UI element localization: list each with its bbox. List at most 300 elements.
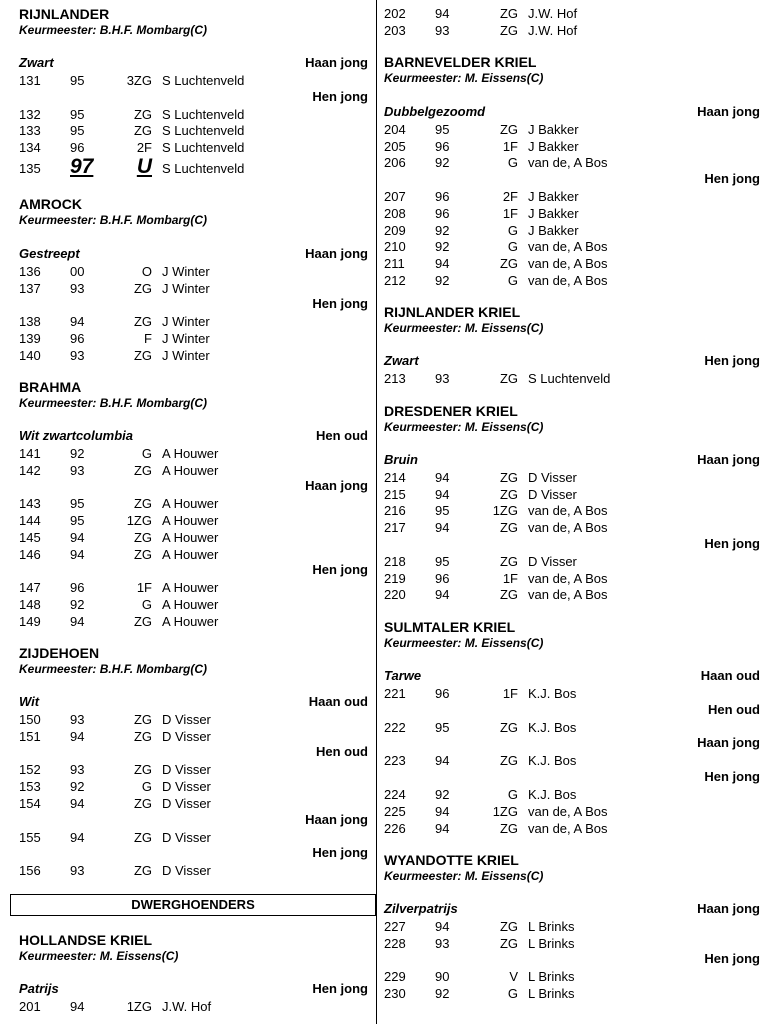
exhibitor-name: J Bakker [528, 122, 579, 137]
predicate-value: ZG [499, 255, 518, 271]
exhibitor-name: J Bakker [528, 138, 579, 154]
exhibitor-name: J.W. Hof [162, 999, 212, 1014]
entry-number: 151 [19, 728, 41, 744]
points-value: 92 [70, 779, 85, 795]
entry-number: 202 [384, 6, 406, 21]
points-value: 94 [70, 829, 85, 845]
predicate-value: G [507, 986, 518, 1002]
table-row [376, 255, 768, 272]
exhibitor-name: D Visser [162, 863, 211, 879]
entry-number: 218 [384, 553, 406, 569]
entry-number: 224 [384, 787, 406, 803]
entry-number: 227 [384, 919, 406, 934]
exhibitor-name: J Winter [162, 264, 210, 279]
points-value: 96 [435, 138, 450, 154]
predicate-value: G [141, 596, 152, 612]
judge-line: Keurmeester: B.H.F. Mombarg(C) [19, 23, 208, 37]
exhibitor-name: A Houwer [162, 546, 219, 562]
predicate-value: ZG [133, 546, 152, 562]
table-row [376, 22, 768, 39]
points-value: 93 [70, 280, 85, 296]
exhibitor-name: J Winter [162, 280, 210, 296]
class-label: Hen jong [704, 535, 760, 551]
exhibitor-name: J Bakker [528, 205, 579, 221]
exhibitor-name: D Visser [162, 728, 211, 744]
table-row [376, 752, 768, 769]
class-label: Hen jong [312, 845, 368, 861]
table-row [376, 205, 768, 222]
table-row [0, 495, 376, 512]
section-title: RIJNLANDER KRIEL [384, 304, 521, 320]
class-label: Hen oud [316, 744, 368, 760]
exhibitor-name: L Brinks [528, 969, 575, 985]
exhibitor-name: J Winter [162, 347, 210, 363]
entry-number: 211 [384, 255, 405, 271]
judge-line: Keurmeester: B.H.F. Mombarg(C) [19, 213, 208, 227]
points-value: 94 [70, 795, 85, 811]
points-value: 90 [435, 969, 450, 985]
entry-number: 228 [384, 935, 406, 951]
category-banner: DWERGHOENDERS [10, 894, 376, 916]
variety-label: Zilverpatrijs [384, 901, 458, 916]
entry-number: 156 [19, 863, 41, 879]
class-label: Haan jong [697, 735, 760, 751]
section-title: HOLLANDSE KRIEL [19, 932, 152, 948]
predicate-value: G [141, 446, 152, 461]
entry-number: 147 [19, 580, 41, 596]
entry-number: 212 [384, 272, 406, 288]
points-value: 92 [435, 986, 450, 1002]
entry-number: 131 [19, 73, 41, 88]
points-value: 95 [70, 106, 85, 122]
table-row [376, 222, 768, 239]
table-row [0, 462, 376, 479]
points-value: 94 [435, 919, 450, 934]
predicate-value: G [141, 779, 152, 795]
points-value: 96 [70, 580, 85, 596]
predicate-value: ZG [499, 935, 518, 951]
exhibitor-name: van de, A Bos [528, 520, 608, 536]
section-title: RIJNLANDER [19, 6, 110, 22]
predicate-value: V [509, 969, 518, 985]
section-title: SULMTALER KRIEL [384, 619, 516, 635]
class-label: Haan jong [697, 452, 760, 467]
predicate-value: ZG [133, 314, 152, 330]
entry-number: 149 [19, 613, 41, 629]
entry-number: 141 [19, 446, 41, 461]
judge-line: Keurmeester: B.H.F. Mombarg(C) [19, 396, 208, 410]
entry-number: 139 [19, 331, 41, 347]
table-row [0, 313, 376, 330]
points-value: 94 [70, 314, 85, 330]
exhibitor-name: D Visser [162, 762, 211, 778]
exhibitor-name: D Visser [162, 795, 211, 811]
variety-label: Dubbelgezoomd [384, 104, 486, 119]
exhibitor-name: van de, A Bos [528, 503, 608, 519]
points-value: 94 [435, 753, 450, 769]
table-row [376, 502, 768, 519]
class-label: Haan jong [305, 55, 368, 70]
exhibitor-name: A Houwer [162, 613, 219, 629]
entry-number: 209 [384, 222, 406, 238]
table-row [0, 998, 376, 1015]
points-value: 92 [435, 239, 450, 255]
predicate-value: ZG [499, 820, 518, 836]
exhibitor-name: D Visser [528, 553, 577, 569]
table-row [0, 529, 376, 546]
variety-label: Wit [19, 694, 40, 709]
section-title: DRESDENER KRIEL [384, 403, 518, 419]
exhibitor-name: A Houwer [162, 580, 219, 596]
exhibitor-name: D Visser [528, 470, 577, 485]
table-row [0, 263, 376, 280]
table-row [376, 138, 768, 155]
class-label: Haan jong [305, 478, 368, 494]
table-row [376, 968, 768, 985]
points-value: 94 [435, 820, 450, 836]
predicate-value: ZG [499, 470, 518, 485]
section-title: ZIJDEHOEN [19, 645, 100, 661]
table-row [376, 918, 768, 935]
entry-number: 222 [384, 719, 406, 735]
entry-number: 217 [384, 520, 406, 536]
table-row [376, 469, 768, 486]
entry-number: 155 [19, 829, 41, 845]
class-label: Hen jong [312, 88, 368, 104]
section-title: AMROCK [19, 196, 82, 212]
predicate-value: 1ZG [492, 803, 518, 819]
points-value: 93 [70, 462, 85, 478]
class-label: Hen jong [312, 562, 368, 578]
entry-number: 135 [19, 160, 41, 176]
exhibitor-name: A Houwer [162, 529, 219, 545]
entry-number: 201 [19, 999, 41, 1014]
class-label: Hen jong [704, 353, 760, 368]
exhibitor-name: L Brinks [528, 986, 575, 1002]
predicate-value: ZG [133, 496, 152, 512]
points-value: 92 [435, 272, 450, 288]
predicate-value: ZG [499, 553, 518, 569]
table-row [376, 803, 768, 820]
table-row [0, 795, 376, 812]
entry-number: 213 [384, 371, 406, 386]
points-value: 94 [435, 6, 450, 21]
exhibitor-name: J Bakker [528, 189, 579, 205]
table-row [0, 122, 376, 139]
table-row [0, 711, 376, 728]
class-label: Hen jong [704, 951, 760, 967]
entry-number: 154 [19, 795, 41, 811]
points-value: 96 [435, 189, 450, 205]
table-row [0, 862, 376, 879]
table-row [0, 445, 376, 462]
predicate-value: ZG [133, 829, 152, 845]
points-value: 96 [70, 140, 85, 156]
table-row [376, 121, 768, 138]
entry-number: 216 [384, 503, 406, 519]
entry-number: 220 [384, 587, 406, 603]
class-label: Haan oud [700, 668, 760, 683]
class-label: Hen oud [708, 701, 760, 717]
exhibitor-name: van de, A Bos [528, 587, 608, 603]
points-value: 97 [70, 154, 94, 178]
exhibitor-name: A Houwer [162, 496, 219, 512]
points-value: 95 [435, 553, 450, 569]
predicate-value: ZG [133, 347, 152, 363]
entry-number: 153 [19, 779, 41, 795]
predicate-value: 3ZG [126, 73, 152, 88]
predicate-value: 1ZG [126, 513, 152, 529]
points-value: 93 [70, 863, 85, 879]
table-row [376, 486, 768, 503]
exhibitor-name: S Luchtenveld [162, 73, 245, 88]
exhibitor-name: J.W. Hof [528, 6, 578, 21]
exhibitor-name: A Houwer [162, 513, 219, 529]
table-row [376, 5, 768, 22]
predicate-value: U [136, 154, 152, 178]
exhibitor-name: K.J. Bos [528, 753, 577, 769]
points-value: 94 [435, 520, 450, 536]
exhibitor-name: van de, A Bos [528, 239, 608, 255]
table-row [376, 719, 768, 736]
table-row [0, 347, 376, 364]
predicate-value: ZG [133, 462, 152, 478]
predicate-value: ZG [499, 6, 518, 21]
exhibitor-name: J Winter [162, 331, 210, 347]
predicate-value: 1F [502, 205, 518, 221]
predicate-value: 1F [502, 570, 518, 586]
exhibitor-name: van de, A Bos [528, 570, 608, 586]
predicate-value: ZG [133, 613, 152, 629]
exhibitor-name: D Visser [162, 779, 211, 795]
table-row [0, 330, 376, 347]
exhibitor-name: S Luchtenveld [162, 160, 245, 176]
predicate-value: ZG [499, 122, 518, 137]
judge-line: Keurmeester: B.H.F. Mombarg(C) [19, 662, 208, 676]
predicate-value: ZG [499, 919, 518, 934]
exhibitor-name: L Brinks [528, 919, 575, 934]
points-value: 94 [435, 486, 450, 502]
judge-line: Keurmeester: M. Eissens(C) [384, 71, 544, 85]
points-value: 94 [435, 587, 450, 603]
exhibitor-name: D Visser [162, 712, 211, 727]
entry-number: 215 [384, 486, 406, 502]
points-value: 96 [435, 686, 450, 701]
entry-number: 137 [19, 280, 41, 296]
entry-number: 140 [19, 347, 41, 363]
predicate-value: ZG [133, 863, 152, 879]
points-value: 92 [70, 446, 85, 461]
judge-line: Keurmeester: M. Eissens(C) [19, 949, 179, 963]
class-label: Haan jong [697, 901, 760, 916]
predicate-value: ZG [499, 719, 518, 735]
entry-number: 214 [384, 470, 406, 485]
exhibitor-name: L Brinks [528, 935, 575, 951]
entry-number: 150 [19, 712, 41, 727]
table-row [376, 935, 768, 952]
table-row [0, 596, 376, 613]
predicate-value: 1F [502, 138, 518, 154]
exhibitor-name: van de, A Bos [528, 272, 608, 288]
points-value: 92 [435, 155, 450, 171]
points-value: 94 [70, 999, 85, 1014]
variety-label: Zwart [19, 55, 54, 70]
predicate-value: ZG [499, 486, 518, 502]
predicate-value: ZG [133, 106, 152, 122]
class-label: Hen jong [312, 296, 368, 312]
points-value: 94 [70, 728, 85, 744]
points-value: 96 [435, 205, 450, 221]
table-row [376, 272, 768, 289]
points-value: 96 [435, 570, 450, 586]
table-row [376, 553, 768, 570]
table-row [376, 685, 768, 702]
points-value: 92 [70, 596, 85, 612]
points-value: 95 [70, 496, 85, 512]
predicate-value: 2F [502, 189, 518, 205]
predicate-value: ZG [499, 587, 518, 603]
entry-number: 210 [384, 239, 406, 255]
class-label: Haan jong [305, 811, 368, 827]
table-row [0, 154, 376, 178]
table-row [0, 139, 376, 156]
entry-number: 223 [384, 753, 406, 769]
points-value: 94 [435, 255, 450, 271]
table-row [376, 570, 768, 587]
entry-number: 144 [19, 513, 41, 529]
exhibitor-name: van de, A Bos [528, 820, 608, 836]
entry-number: 205 [384, 138, 406, 154]
table-row [0, 761, 376, 778]
predicate-value: ZG [133, 529, 152, 545]
predicate-value: ZG [499, 753, 518, 769]
table-row [376, 519, 768, 536]
variety-label: Patrijs [19, 981, 59, 996]
predicate-value: 1ZG [492, 503, 518, 519]
entry-number: 138 [19, 314, 41, 330]
table-row [376, 985, 768, 1002]
entry-number: 204 [384, 122, 406, 137]
points-value: 93 [435, 935, 450, 951]
table-row [376, 820, 768, 837]
points-value: 93 [435, 371, 450, 386]
entry-number: 226 [384, 820, 406, 836]
exhibitor-name: J.W. Hof [528, 22, 578, 38]
predicate-value: G [507, 222, 518, 238]
points-value: 95 [70, 123, 85, 139]
table-row [376, 786, 768, 803]
class-label: Haan jong [697, 104, 760, 119]
points-value: 92 [435, 222, 450, 238]
points-value: 94 [435, 803, 450, 819]
table-row [0, 778, 376, 795]
class-label: Haan jong [305, 246, 368, 261]
predicate-value: ZG [133, 762, 152, 778]
entry-number: 207 [384, 189, 406, 205]
exhibitor-name: S Luchtenveld [162, 106, 245, 122]
entry-number: 208 [384, 205, 406, 221]
entry-number: 142 [19, 462, 41, 478]
predicate-value: ZG [133, 795, 152, 811]
points-value: 95 [435, 503, 450, 519]
points-value: 93 [70, 762, 85, 778]
entry-number: 203 [384, 22, 406, 38]
table-row [0, 546, 376, 563]
exhibitor-name: D Visser [528, 486, 577, 502]
predicate-value: 1F [136, 580, 152, 596]
judge-line: Keurmeester: M. Eissens(C) [384, 321, 544, 335]
exhibitor-name: van de, A Bos [528, 803, 608, 819]
entry-number: 221 [384, 686, 406, 701]
exhibitor-name: J Winter [162, 314, 210, 330]
entry-number: 143 [19, 496, 41, 512]
predicate-value: 1ZG [126, 999, 152, 1014]
entry-number: 148 [19, 596, 41, 612]
predicate-value: G [507, 239, 518, 255]
predicate-value: ZG [499, 22, 518, 38]
entry-number: 229 [384, 969, 406, 985]
table-row [0, 579, 376, 596]
entry-number: 133 [19, 123, 41, 139]
points-value: 92 [435, 787, 450, 803]
points-value: 94 [70, 613, 85, 629]
entry-number: 206 [384, 155, 406, 171]
section-title: BRAHMA [19, 379, 82, 395]
exhibitor-name: A Houwer [162, 462, 219, 478]
points-value: 00 [70, 264, 85, 279]
exhibitor-name: A Houwer [162, 446, 219, 461]
variety-label: Tarwe [384, 668, 422, 683]
points-value: 94 [70, 529, 85, 545]
exhibitor-name: S Luchtenveld [162, 140, 245, 156]
class-label: Hen oud [316, 428, 368, 443]
section-title: BARNEVELDER KRIEL [384, 54, 537, 70]
predicate-value: ZG [133, 123, 152, 139]
class-label: Hen jong [312, 981, 368, 996]
points-value: 94 [70, 546, 85, 562]
predicate-value: O [141, 264, 152, 279]
points-value: 93 [70, 347, 85, 363]
points-value: 95 [70, 513, 85, 529]
table-row [0, 280, 376, 297]
table-row [0, 613, 376, 630]
exhibitor-name: S Luchtenveld [528, 371, 611, 386]
predicate-value: G [507, 787, 518, 803]
entry-number: 136 [19, 264, 41, 279]
table-row [376, 586, 768, 603]
predicate-value: ZG [499, 520, 518, 536]
entry-number: 146 [19, 546, 41, 562]
predicate-value: 2F [136, 140, 152, 156]
table-row [376, 370, 768, 387]
judge-line: Keurmeester: M. Eissens(C) [384, 636, 544, 650]
class-label: Hen jong [704, 769, 760, 785]
table-row [376, 154, 768, 171]
points-value: 95 [435, 122, 450, 137]
predicate-value: 1F [502, 686, 518, 701]
table-row [0, 512, 376, 529]
variety-label: Wit zwartcolumbia [19, 428, 134, 443]
entry-number: 225 [384, 803, 406, 819]
table-row [0, 829, 376, 846]
exhibitor-name: van de, A Bos [528, 155, 608, 171]
class-label: Hen jong [704, 171, 760, 187]
points-value: 95 [70, 73, 85, 88]
exhibitor-name: D Visser [162, 829, 211, 845]
predicate-value: ZG [499, 371, 518, 386]
table-row [376, 238, 768, 255]
variety-label: Gestreept [19, 246, 80, 261]
